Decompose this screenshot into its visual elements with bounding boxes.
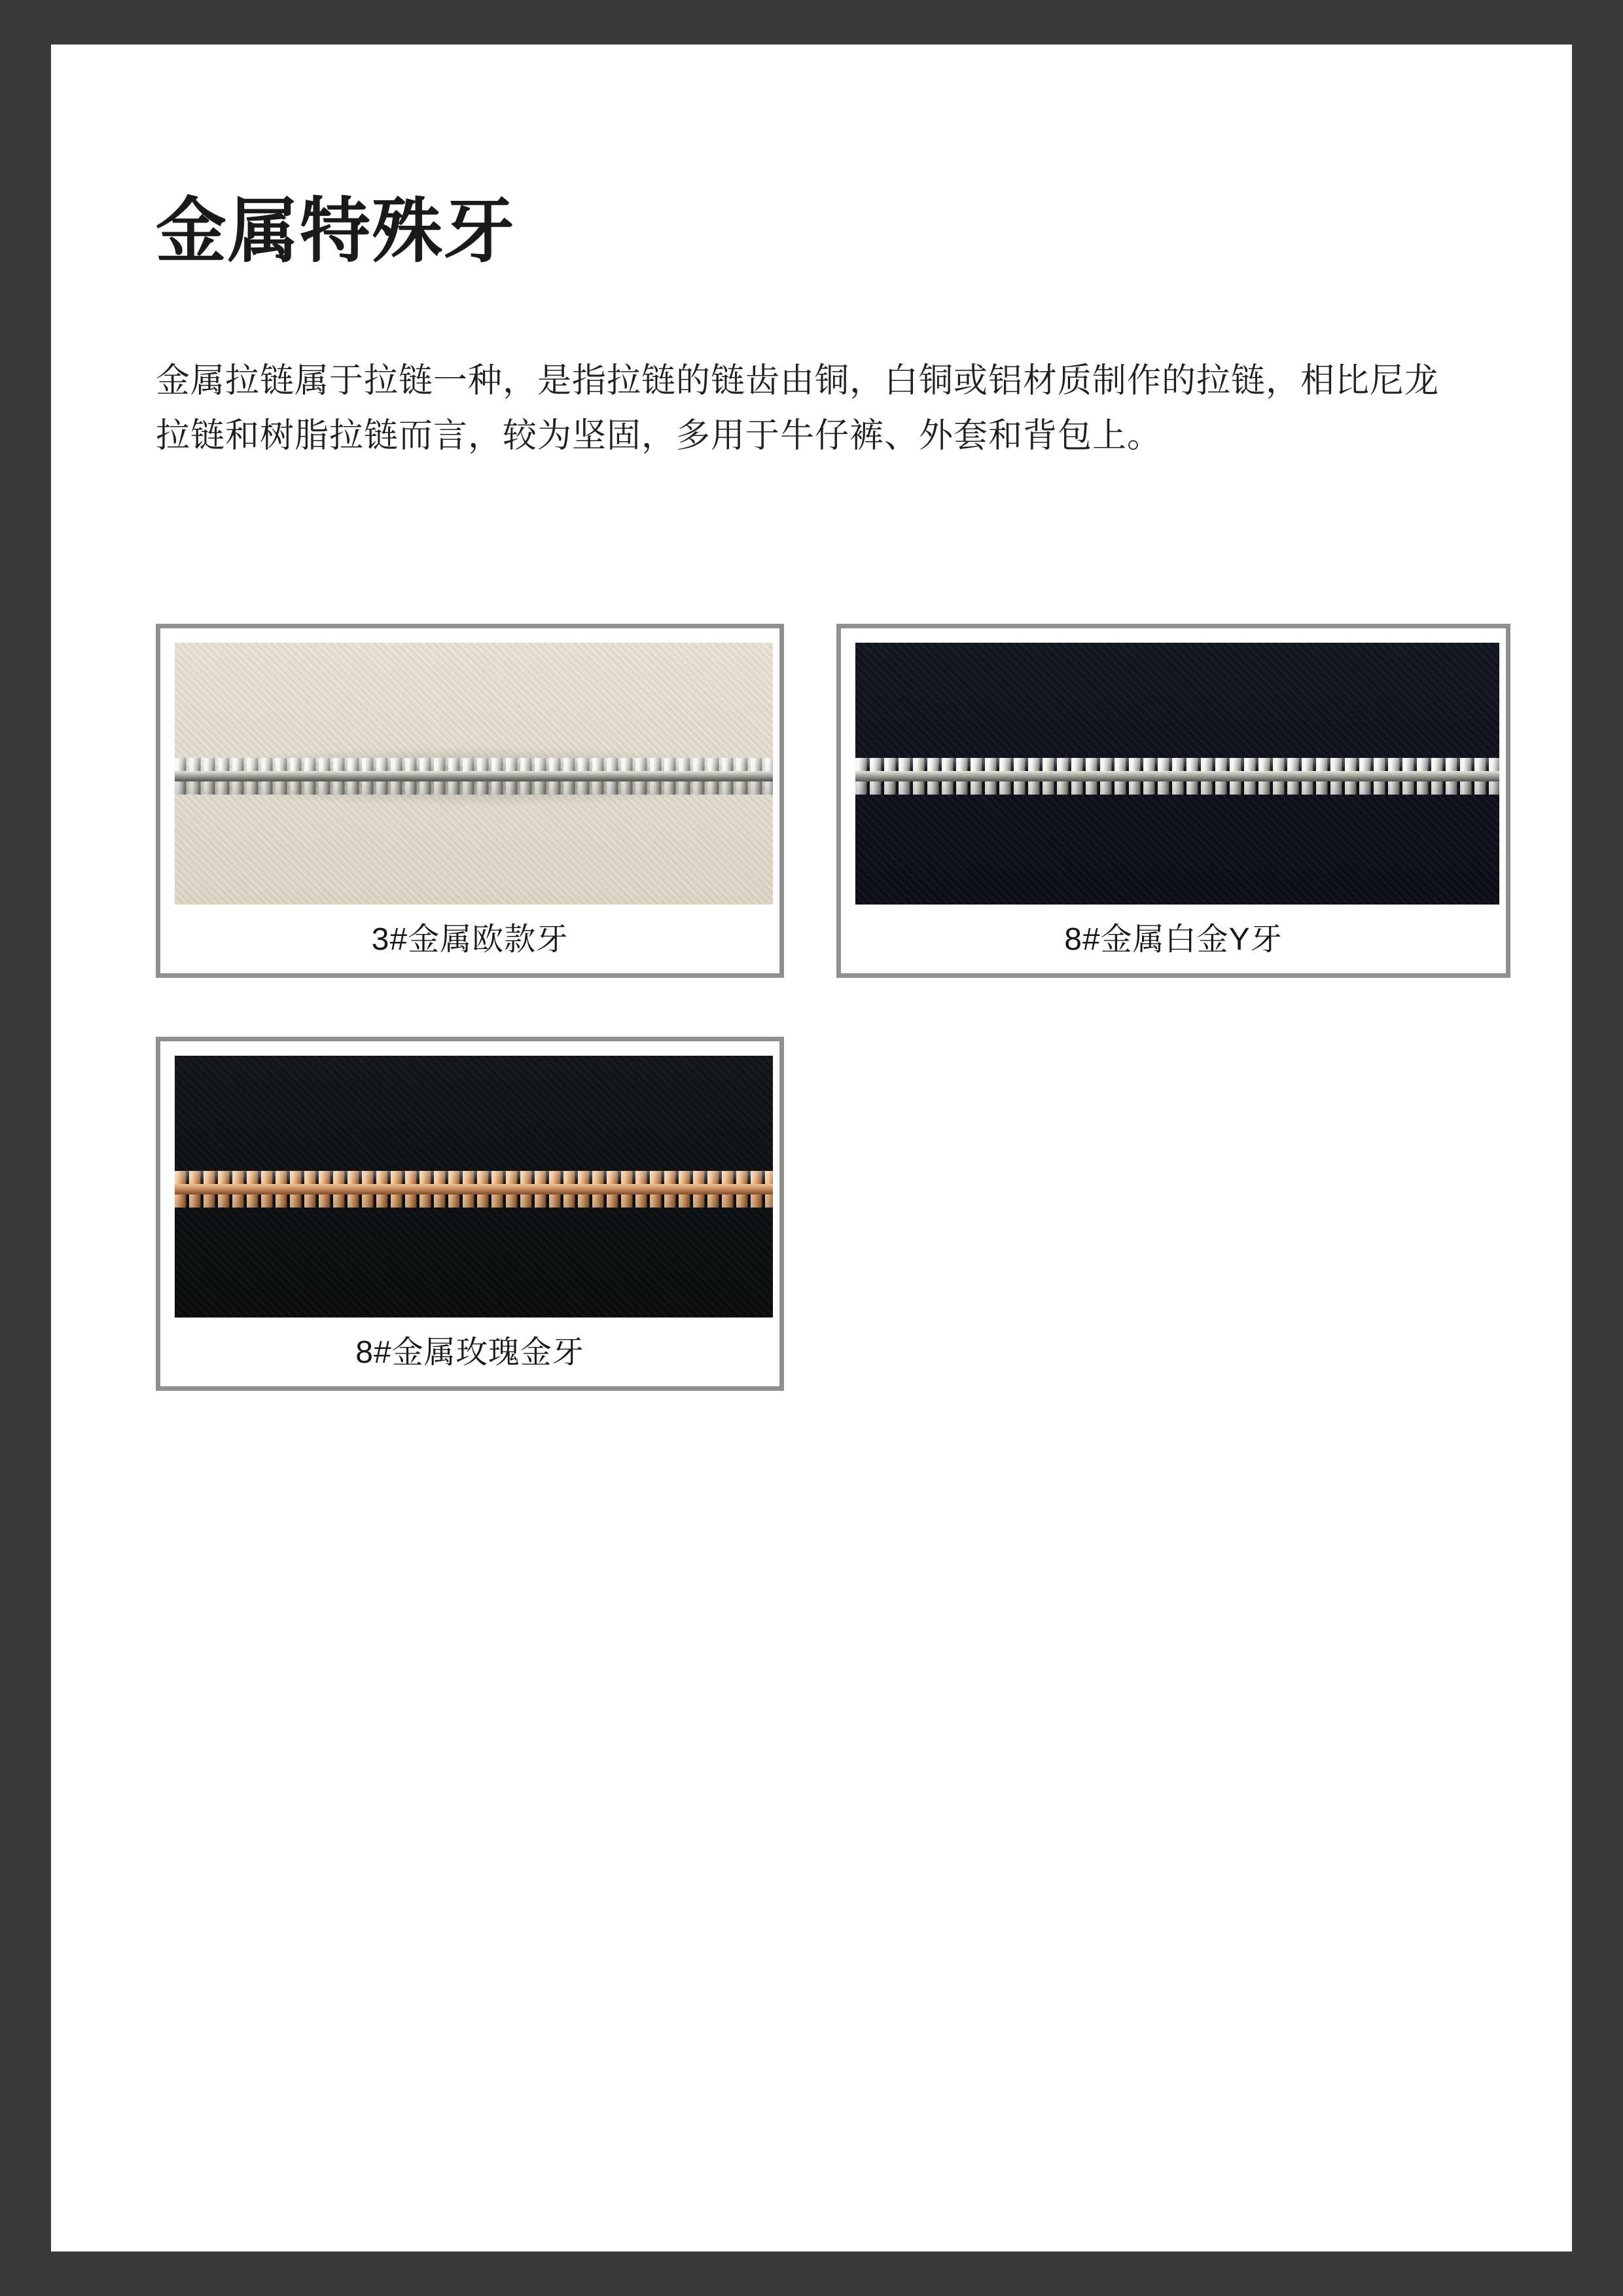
card-caption: 8#金属白金Y牙 — [1064, 922, 1283, 957]
zipper-photo-rose-gold-8 — [175, 1056, 773, 1318]
zipper-core-gold — [175, 1184, 773, 1194]
product-card-rose-gold-8[interactable] — [156, 1037, 784, 1391]
page-title: 金属特殊牙 — [156, 191, 516, 271]
document-page — [51, 45, 1572, 2251]
zipper-core-silver — [175, 771, 773, 781]
zipper-photo-platinum-y-8 — [855, 643, 1499, 905]
product-card-european-3[interactable] — [156, 624, 784, 978]
product-card-grid — [156, 624, 1471, 1450]
card-row-2 — [156, 1037, 1471, 1450]
card-caption: 3#金属欧款牙 — [371, 922, 569, 957]
card-caption: 8#金属玫瑰金牙 — [355, 1335, 584, 1370]
intro-paragraph: 金属拉链属于拉链一种，是指拉链的链齿由铜，白铜或铝材质制作的拉链，相比尼龙拉链和树脂拉链而言，较为坚固，多用于牛仔裤、外套和背包上。 — [156, 362, 1440, 456]
zipper-core-silver — [855, 771, 1499, 781]
zipper-photo-european-3 — [175, 643, 773, 905]
product-card-platinum-y-8[interactable] — [836, 624, 1510, 978]
card-row-1 — [156, 624, 1471, 1037]
